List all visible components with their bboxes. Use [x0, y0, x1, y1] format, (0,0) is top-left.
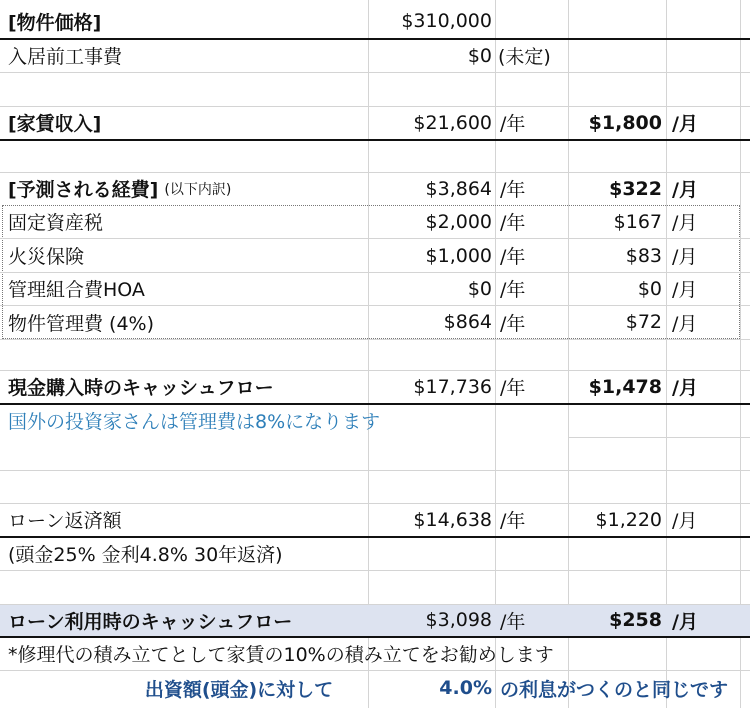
return-row	[0, 670, 750, 706]
repair-note: *修理代の積み立てとして家賃の10%の積み立てをお勧めします	[8, 644, 554, 666]
loan-annual-unit: /年	[500, 510, 526, 532]
expense-item-monthly: $167	[613, 210, 662, 233]
expense-item-annual-unit: /年	[500, 279, 526, 301]
expenses-annual-unit: /年	[500, 179, 526, 201]
rent-income-annual-unit: /年	[500, 113, 526, 135]
expense-item-label: 物件管理費 (4%)	[8, 312, 155, 335]
expenses-monthly: $322	[609, 177, 662, 200]
rent-income-monthly-unit: /月	[672, 113, 698, 135]
expenses-monthly-unit: /月	[672, 179, 698, 201]
expense-item-monthly: $0	[637, 277, 662, 300]
purchase-price-label: [物件価格]	[8, 11, 102, 34]
loan-cash-flow-annual-unit: /年	[500, 610, 526, 633]
expense-item-monthly: $72	[625, 311, 662, 333]
expense-item-annual: $1,000	[425, 244, 492, 267]
expense-item-label: 管理組合費HOA	[8, 279, 145, 301]
loan-cash-flow-label: ローン利用時のキャッシュフロー	[8, 610, 293, 633]
repair-note-row	[0, 637, 750, 670]
loan-terms-row	[0, 537, 750, 570]
cash-flow-monthly: $1,478	[588, 375, 662, 398]
expense-item-row	[0, 272, 750, 305]
expense-item-row	[0, 205, 750, 238]
purchase-price-amount: $310,000	[401, 10, 492, 32]
rent-income-annual: $21,600	[413, 111, 492, 134]
foreign-note-row	[0, 404, 750, 437]
expenses-label: [予測される経費]	[8, 179, 159, 201]
return-suffix: の利息がつくのと同じです	[500, 678, 729, 701]
cash-flow-annual-unit: /年	[500, 377, 526, 399]
expense-item-monthly: $83	[625, 244, 662, 267]
loan-cash-flow-monthly: $258	[609, 609, 662, 631]
expense-item-annual-unit: /年	[500, 312, 526, 335]
cash-flow-label: 現金購入時のキャッシュフロー	[8, 377, 274, 399]
section-divider	[0, 139, 750, 141]
expense-item-label: 火災保険	[8, 246, 85, 268]
expense-item-monthly-unit: /月	[672, 246, 698, 268]
grid-row-line	[0, 570, 750, 571]
expenses-sublabel: (以下内訳)	[164, 181, 232, 198]
expense-item-annual: $0	[467, 277, 492, 300]
return-rate: 4.0%	[439, 677, 492, 699]
expense-item-monthly-unit: /月	[672, 312, 698, 335]
rent-income-row	[0, 106, 750, 139]
grid-row-line	[0, 339, 750, 340]
cash-flow-annual: $17,736	[413, 375, 492, 398]
expense-item-annual-unit: /年	[500, 246, 526, 268]
pre-move-costs-label: 入居前工事費	[8, 46, 123, 68]
expenses-row	[0, 172, 750, 205]
expense-item-annual-unit: /年	[500, 212, 526, 234]
loan-terms: (頭金25% 金利4.8% 30年返済)	[8, 544, 283, 566]
loan-cash-flow-annual: $3,098	[425, 609, 492, 631]
expenses-annual: $3,864	[425, 177, 492, 200]
expense-item-annual: $2,000	[425, 210, 492, 233]
loan-row	[0, 503, 750, 536]
rent-income-monthly: $1,800	[588, 111, 662, 134]
loan-monthly-unit: /月	[672, 510, 698, 532]
cash-flow-row	[0, 370, 750, 403]
return-label: 出資額(頭金)に対して	[144, 678, 334, 701]
expense-item-monthly-unit: /月	[672, 279, 698, 301]
grid-row-line	[0, 72, 750, 73]
loan-annual: $14,638	[413, 508, 492, 531]
loan-label: ローン返済額	[8, 510, 122, 532]
expense-item-row	[0, 305, 750, 339]
expense-item-annual: $864	[443, 311, 492, 333]
pre-move-costs-amount: $0	[467, 44, 492, 67]
loan-cash-flow-monthly-unit: /月	[672, 610, 698, 633]
foreign-investor-note: 国外の投資家さんは管理費は8%になります	[8, 411, 381, 433]
rent-income-label: [家賃収入]	[8, 113, 102, 135]
grid-row-line	[0, 470, 750, 471]
pre-move-costs-row	[0, 39, 750, 72]
cash-flow-monthly-unit: /月	[672, 377, 698, 399]
loan-monthly: $1,220	[595, 508, 662, 531]
expense-item-label: 固定資産税	[8, 212, 104, 234]
purchase-price-row	[0, 4, 750, 38]
loan-cash-flow-row	[0, 604, 750, 636]
expenses-label-group	[8, 172, 231, 205]
pre-move-costs-note: (未定)	[498, 46, 551, 68]
expense-item-monthly-unit: /月	[672, 212, 698, 234]
expense-item-row	[0, 239, 750, 272]
grid-row-line	[568, 437, 750, 438]
